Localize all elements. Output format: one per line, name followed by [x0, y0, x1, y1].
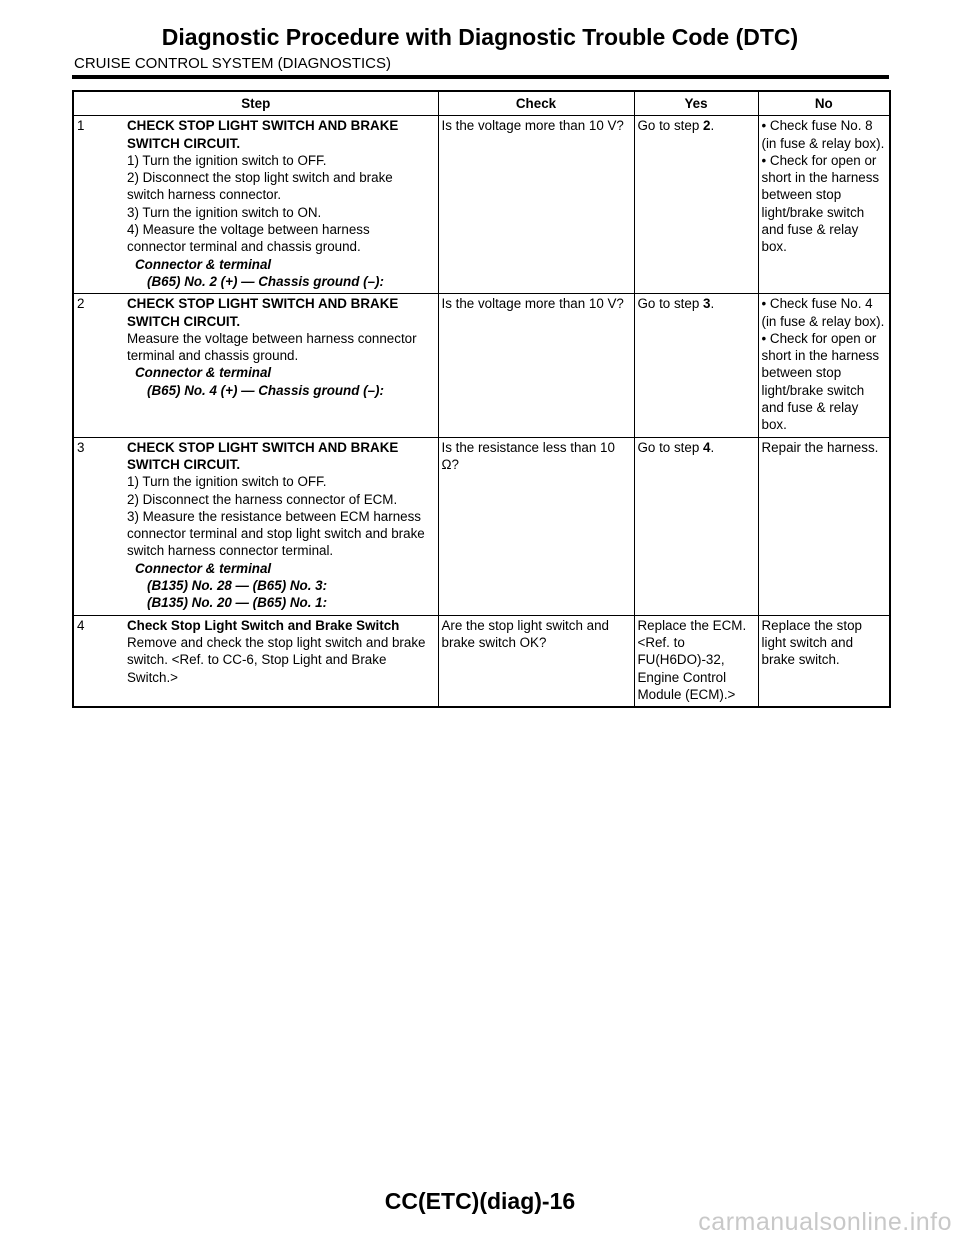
column-header-no: No — [758, 91, 890, 116]
step-number: 4 — [77, 617, 85, 633]
step-instruction: Measure the voltage between harness connector terminal and chassis ground. — [127, 330, 417, 364]
step-title: CHECK STOP LIGHT SWITCH AND BRAKE — [127, 439, 399, 455]
step-title: SWITCH CIRCUIT. — [127, 456, 241, 472]
table-row — [73, 294, 890, 437]
yes-step-link: 3 — [703, 296, 711, 312]
step-cell — [73, 116, 438, 294]
table-row — [73, 437, 890, 615]
step-instruction: Remove and check the stop light switch and brake switch. <Ref. to CC-6, Stop Light and Brake Switch.> — [127, 634, 426, 685]
column-header-yes: Yes — [634, 91, 758, 116]
step-title: Check Stop Light Switch and Brake Switch — [127, 617, 400, 633]
yes-step-link: 4 — [703, 439, 711, 455]
column-header-step: Step — [73, 91, 438, 116]
step-instruction: 3) Turn the ignition switch to ON. — [127, 204, 322, 220]
no-cell: Replace the stop light switch and brake switch. — [758, 615, 890, 707]
check-cell: Are the stop light switch and brake switch OK? — [438, 615, 634, 707]
no-bullet-item: • Check for open or short in the harness between stop light/brake switch and fuse & relay box. — [762, 330, 887, 434]
check-cell: Is the voltage more than 10 V? — [438, 116, 634, 294]
step-cell — [73, 294, 438, 437]
step-number: 3 — [77, 439, 85, 455]
yes-step-link: 2 — [703, 118, 711, 134]
page-number: CC(ETC)(diag)-16 — [384, 1188, 576, 1214]
no-bullet-item: • Check fuse No. 4 (in fuse & relay box). — [762, 295, 887, 330]
step-title: SWITCH CIRCUIT. — [127, 135, 241, 151]
connector-label: Connector & terminal — [135, 365, 272, 381]
header-divider — [72, 75, 889, 79]
yes-suffix: . — [710, 296, 715, 312]
watermark: carmanualsonline.info — [698, 1208, 952, 1236]
yes-prefix: Go to step — [637, 118, 704, 134]
no-cell — [758, 294, 890, 437]
step-title: CHECK STOP LIGHT SWITCH AND BRAKE — [127, 118, 399, 134]
check-cell: Is the voltage more than 10 V? — [438, 294, 634, 437]
no-bullet-item: • Check for open or short in the harness between stop light/brake switch and fuse & relay box. — [762, 152, 887, 256]
connector-label: Connector & terminal — [135, 560, 272, 576]
yes-prefix: Go to step — [637, 296, 704, 312]
yes-cell: Replace the ECM. <Ref. to FU(H6DO)-32, Engine Control Module (ECM).> — [634, 615, 758, 707]
step-number: 2 — [77, 296, 85, 312]
yes-cell — [634, 437, 758, 615]
page-title: Diagnostic Procedure with Diagnostic Trouble Code (DTC) — [161, 24, 799, 50]
step-instruction: 2) Disconnect the stop light switch and brake switch harness connector. — [127, 170, 393, 203]
table-row — [73, 615, 890, 707]
connector-label: Connector & terminal — [135, 256, 272, 272]
table-header-row — [73, 91, 890, 116]
step-number: 1 — [77, 118, 85, 134]
yes-prefix: Go to step — [637, 439, 704, 455]
check-cell: Is the resistance less than 10 Ω? — [438, 437, 634, 615]
section-title: CRUISE CONTROL SYSTEM (DIAGNOSTICS) — [74, 55, 391, 72]
diagnostic-table — [72, 90, 891, 708]
connector-terminal: (B65) No. 4 (+) — Chassis ground (–): — [147, 382, 384, 398]
yes-cell — [634, 116, 758, 294]
no-cell — [758, 116, 890, 294]
connector-terminal: (B135) No. 28 — (B65) No. 3: — [147, 578, 328, 594]
no-cell: Repair the harness. — [758, 437, 890, 615]
step-instruction: 4) Measure the voltage between harness connector terminal and chassis ground. — [127, 222, 370, 255]
step-instruction: 1) Turn the ignition switch to OFF. — [127, 474, 327, 490]
connector-terminal: (B65) No. 2 (+) — Chassis ground (–): — [147, 273, 384, 289]
step-title: CHECK STOP LIGHT SWITCH AND BRAKE — [127, 296, 399, 312]
step-instruction: 3) Measure the resistance between ECM harness connector terminal and stop light switch and brake switch harness connector terminal. — [127, 508, 425, 559]
connector-terminal: (B135) No. 20 — (B65) No. 1: — [147, 595, 328, 611]
step-title: SWITCH CIRCUIT. — [127, 313, 241, 329]
no-bullet-item: • Check fuse No. 8 (in fuse & relay box). — [762, 117, 887, 152]
yes-suffix: . — [710, 118, 715, 134]
yes-cell — [634, 294, 758, 437]
yes-suffix: . — [710, 439, 715, 455]
step-cell — [73, 615, 438, 707]
table-row — [73, 116, 890, 294]
step-instruction: 1) Turn the ignition switch to OFF. — [127, 152, 327, 168]
column-header-check: Check — [438, 91, 634, 116]
step-instruction: 2) Disconnect the harness connector of ECM. — [127, 491, 398, 507]
step-cell — [73, 437, 438, 615]
